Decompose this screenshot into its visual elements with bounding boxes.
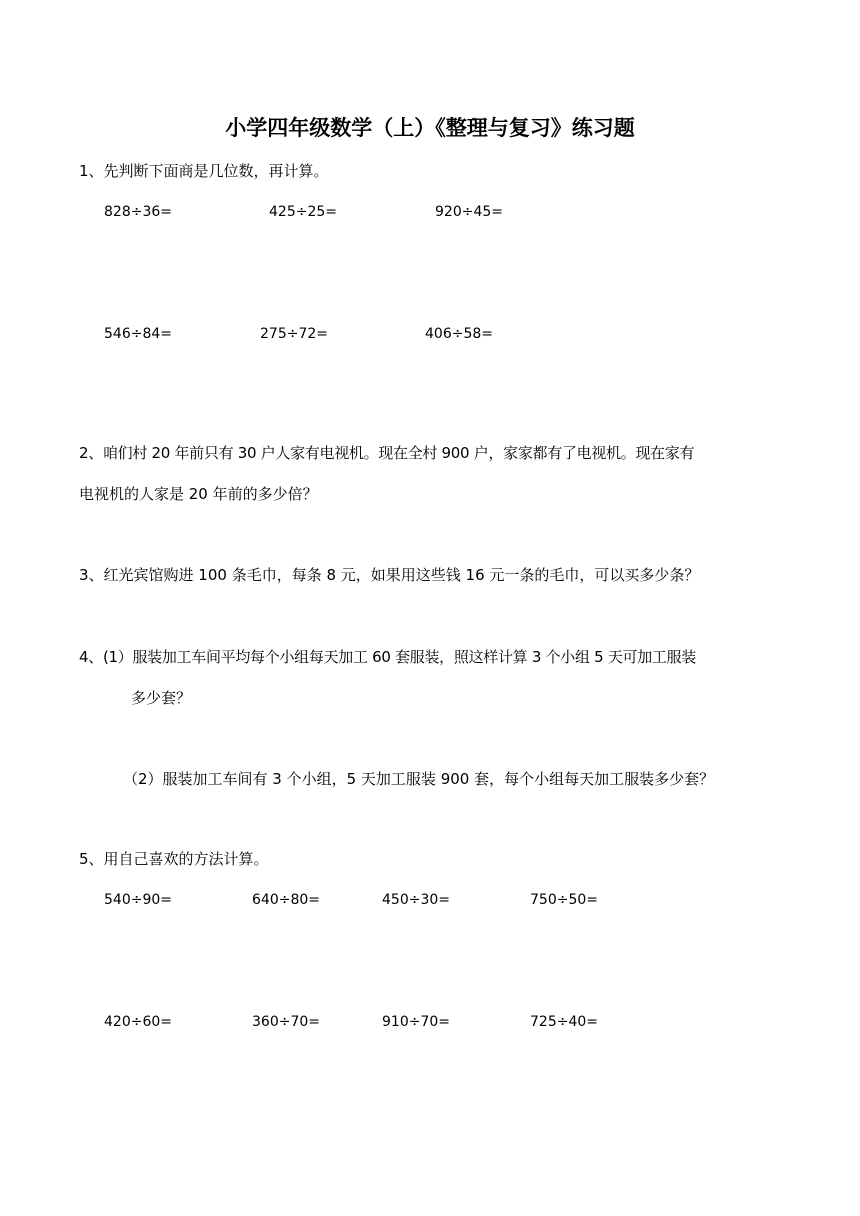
question-4-part-2: （2）服装加工车间有 3 个小组，5 天加工服装 900 套，每个小组每天加工服装多少套？: [123, 770, 715, 788]
question-2-line-2: 电视机的人家是 20 年前的多少倍？: [79, 485, 318, 503]
question-4-part-1-line-2: 多少套？: [131, 689, 192, 707]
question-1-text: 1、先判断下面商是几位数，再计算。: [79, 162, 329, 180]
page-title: 小学四年级数学（上）《整理与复习》练习题: [225, 116, 635, 140]
q1-problem-5: 275÷72=: [260, 326, 328, 342]
q5-problem-8: 725÷40=: [530, 1014, 598, 1030]
q5-problem-7: 910÷70=: [382, 1014, 450, 1030]
q5-problem-4: 750÷50=: [530, 892, 598, 908]
question-4-part-1-line-1: 4、(1）服装加工车间平均每个小组每天加工 60 套服装，照这样计算 3 个小组 5 天可加工服装: [79, 648, 697, 666]
q1-problem-6: 406÷58=: [425, 326, 493, 342]
q1-problem-2: 425÷25=: [269, 204, 337, 220]
q5-problem-2: 640÷80=: [252, 892, 320, 908]
q1-problem-1: 828÷36=: [104, 204, 172, 220]
question-3-text: 3、红光宾馆购进 100 条毛巾，每条 8 元，如果用这些钱 16 元一条的毛巾，可以买多少条？: [79, 566, 700, 584]
q1-problem-3: 920÷45=: [435, 204, 503, 220]
q5-problem-3: 450÷30=: [382, 892, 450, 908]
question-2-line-1: 2、咱们村 20 年前只有 30 户人家有电视机。现在全村 900 户，家家都有了电视机。现在家有: [79, 444, 695, 462]
q5-problem-5: 420÷60=: [104, 1014, 172, 1030]
q1-problem-4: 546÷84=: [104, 326, 172, 342]
q5-problem-1: 540÷90=: [104, 892, 172, 908]
question-5-text: 5、用自己喜欢的方法计算。: [79, 850, 269, 868]
q5-problem-6: 360÷70=: [252, 1014, 320, 1030]
